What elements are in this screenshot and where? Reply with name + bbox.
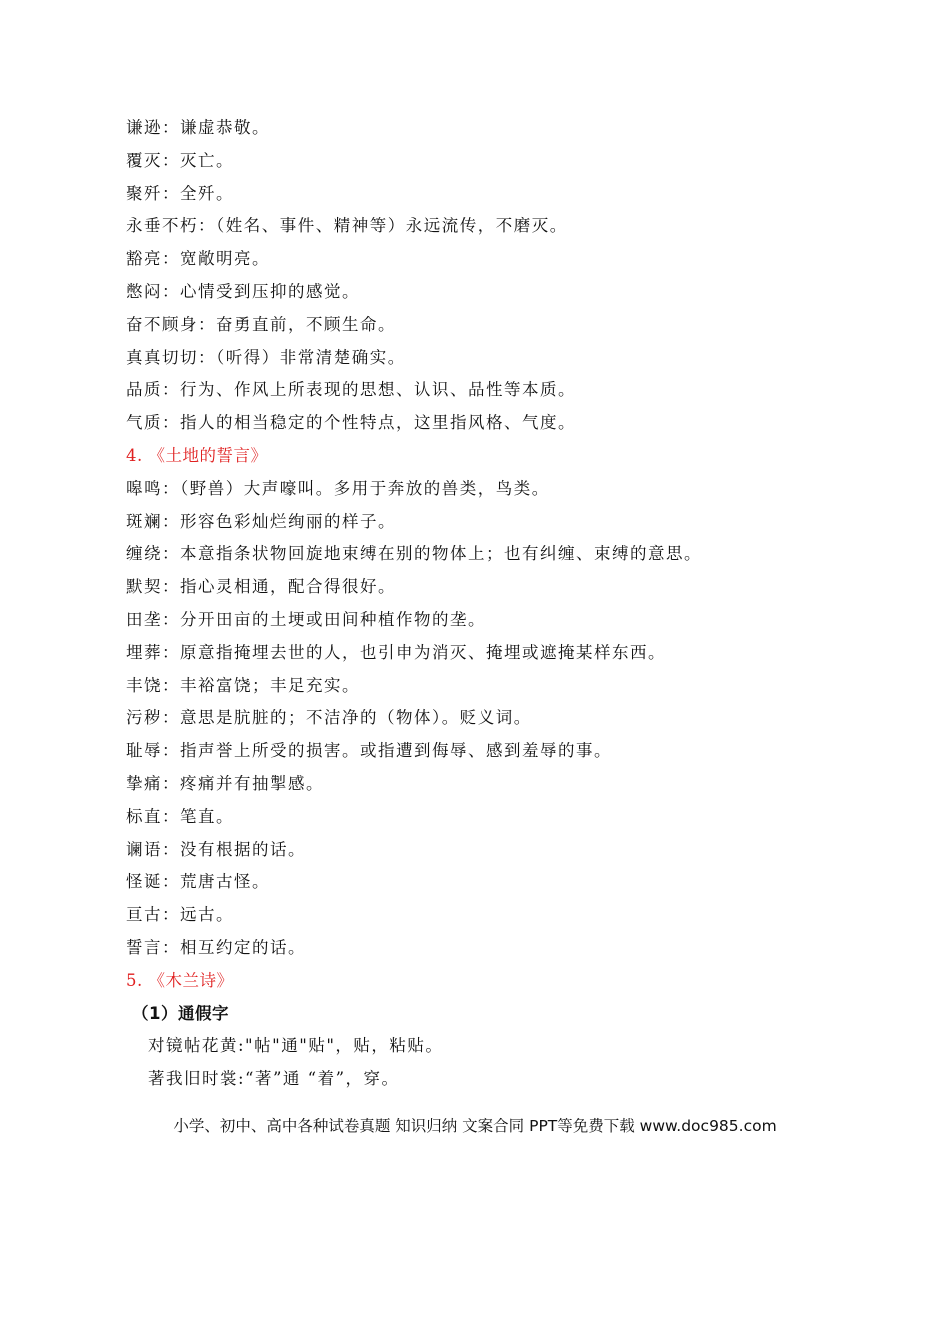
- vocab-entry: 默契：指心灵相通，配合得很好。: [126, 577, 396, 597]
- vocab-entry: 永垂不朽：（姓名、事件、精神等）永远流传，不磨灭。: [126, 216, 568, 236]
- vocab-entry: 憋闷：心情受到压抑的感觉。: [126, 281, 360, 301]
- vocab-entry: 埋葬：原意指掩埋去世的人，也引申为消灭、掩埋或遮掩某样东西。: [126, 642, 666, 662]
- vocab-entry: 谦逊：谦虚恭敬。: [126, 118, 270, 137]
- vocabulary-list-2: [126, 473, 846, 965]
- vocab-entry: 怪诞：荒唐古怪。: [126, 872, 270, 892]
- vocab-entry: 嗥鸣：（野兽）大声嚎叫。多用于奔放的兽类，鸟类。: [126, 478, 550, 498]
- vocab-entry: 聚歼：全歼。: [126, 183, 234, 203]
- vocab-entry: 耻辱：指声誉上所受的损害。或指遭到侮辱、感到羞辱的事。: [126, 741, 612, 761]
- example-line: 著我旧时裳:“著”通 “着”，穿。: [148, 1069, 400, 1089]
- vocab-entry: 挚痛：疼痛并有抽掣感。: [126, 773, 324, 793]
- vocab-entry: 豁亮：宽敞明亮。: [126, 249, 270, 269]
- vocab-entry: 奋不顾身：奋勇直前，不顾生命。: [126, 314, 396, 334]
- footer-banner: 小学、初中、高中各种试卷真题 知识归纳 文案合同 PPT等免费下载 www.doc985.com: [173, 1117, 777, 1135]
- subsection-title: （1）通假字: [132, 1003, 229, 1023]
- vocab-entry: 田垄：分开田亩的土埂或田间种植作物的垄。: [126, 609, 486, 629]
- vocab-entry: 标直：笔直。: [126, 806, 234, 826]
- example-line: 对镜帖花黄:"帖"通"贴"，贴，粘贴。: [148, 1036, 444, 1056]
- vocab-entry: 丰饶：丰裕富饶；丰足充实。: [126, 675, 360, 695]
- vocab-entry: 缠绕：本意指条状物回旋地束缚在别的物体上；也有纠缠、束缚的意思。: [126, 544, 702, 564]
- vocab-entry: 誓言：相互约定的话。: [126, 937, 306, 957]
- section-title-5: 5. 《木兰诗》: [126, 970, 234, 990]
- vocab-entry: 气质：指人的相当稳定的个性特点，这里指风格、气度。: [126, 413, 576, 433]
- vocabulary-list-1: [126, 112, 846, 440]
- vocab-entry: 亘古：远古。: [126, 905, 234, 925]
- section-title-4: 4. 《土地的誓言》: [126, 445, 268, 465]
- vocab-entry: 污秽：意思是肮脏的；不洁净的（物体）。贬义词。: [126, 708, 532, 728]
- document-body: [126, 112, 846, 1096]
- vocab-entry: 品质：行为、作风上所表现的思想、认识、品性等本质。: [126, 380, 576, 400]
- vocab-entry: 斑斓：形容色彩灿烂绚丽的样子。: [126, 511, 396, 531]
- vocab-entry: 谰语：没有根据的话。: [126, 839, 306, 859]
- vocab-entry: 真真切切：（听得）非常清楚确实。: [126, 347, 406, 367]
- vocab-entry: 覆灭：灭亡。: [126, 150, 234, 170]
